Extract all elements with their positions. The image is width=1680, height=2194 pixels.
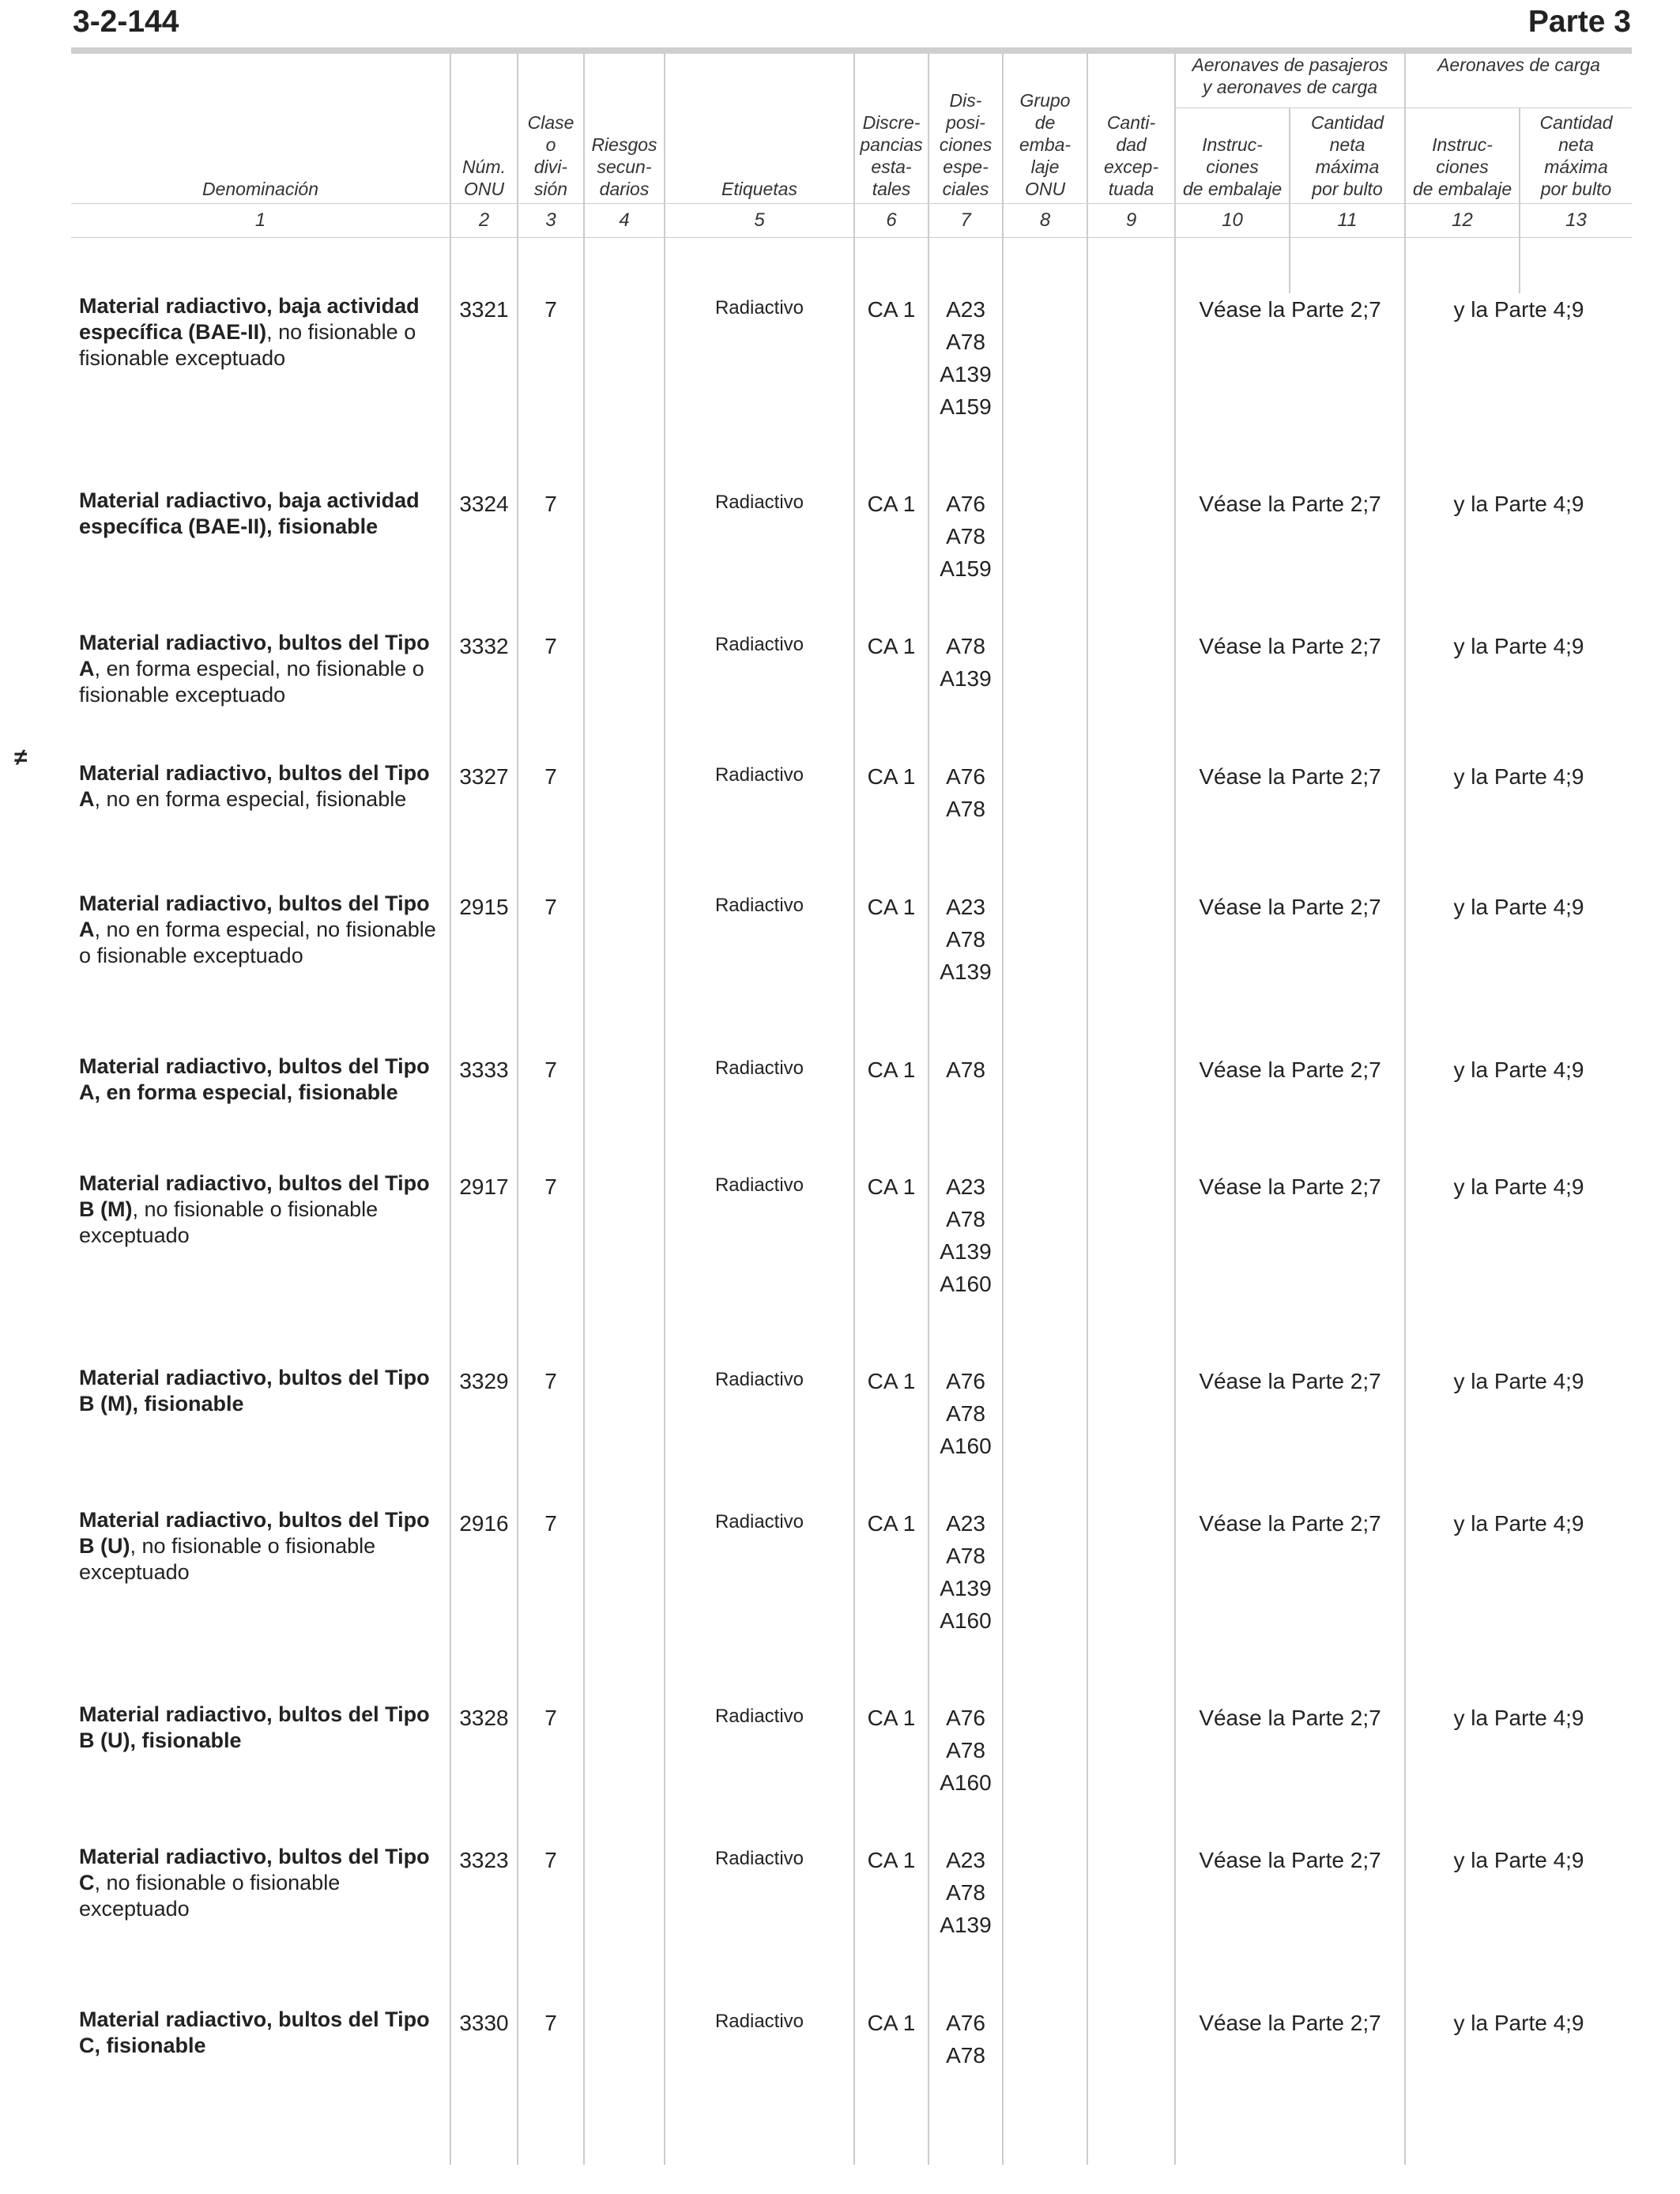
special-provision: A78	[946, 1401, 985, 1426]
special-provision: A78	[946, 927, 985, 952]
cell-riesgos	[584, 891, 665, 1054]
name-bold: Material radiactivo, bultos del Tipo B (M)	[79, 1171, 430, 1221]
cell-riesgos	[584, 1702, 665, 1844]
cell-disposiciones	[929, 1507, 1003, 1702]
cell-grupo-embalaje	[1003, 760, 1087, 891]
page-number: 3-2-144	[73, 5, 179, 39]
part-title: Parte 3	[1527, 5, 1631, 39]
table-row	[71, 1844, 1632, 2007]
special-provision: A76	[946, 2011, 985, 2035]
cell-disposiciones	[929, 1171, 1003, 1365]
table-body	[71, 238, 1632, 2166]
cell-riesgos	[584, 1844, 665, 2007]
cell-num-onu: 3321	[450, 293, 518, 488]
cell-cantidad-exceptuada	[1087, 1365, 1175, 1507]
cell-denominacion	[71, 630, 450, 760]
column-number: 4	[584, 204, 665, 238]
cell-grupo-embalaje	[1003, 1365, 1087, 1507]
cell-num-onu: 3333	[450, 1054, 518, 1171]
cell-clase: 7	[518, 2007, 584, 2165]
cell-riesgos	[584, 1171, 665, 1365]
name-bold: Material radiactivo, bultos del Tipo B (U), fisionable	[79, 1702, 430, 1752]
cell-denominacion	[71, 1365, 450, 1507]
special-provision: A139	[940, 666, 992, 691]
header-num-onu: Núm. ONU	[450, 54, 518, 204]
header-cantidad-pasajeros: Cantidad neta máxima por bulto	[1290, 108, 1405, 204]
special-provision: A139	[940, 362, 992, 386]
cell-disposiciones	[929, 891, 1003, 1054]
cell-cantidad-exceptuada	[1087, 1054, 1175, 1171]
top-rule	[71, 47, 1632, 54]
cell-discrepancias: CA 1	[854, 1702, 929, 1844]
column-number: 6	[854, 204, 929, 238]
column-number: 9	[1087, 204, 1175, 238]
cell-denominacion	[71, 891, 450, 1054]
name-rest: , no fisionable o fisionable exceptuado	[79, 1197, 379, 1247]
cell-etiquetas: Radiactivo	[665, 760, 854, 891]
cell-etiquetas: Radiactivo	[665, 1507, 854, 1702]
cell-clase: 7	[518, 760, 584, 891]
cell-reference-pasajeros: Véase la Parte 2;7	[1175, 1507, 1405, 1702]
header-instrucciones-carga: Instruc- ciones de embalaje	[1405, 108, 1520, 204]
cell-reference-carga: y la Parte 4;9	[1405, 1844, 1632, 2007]
special-provision: A78	[946, 1880, 985, 1905]
cell-etiquetas: Radiactivo	[665, 1171, 854, 1365]
cell-clase: 7	[518, 1844, 584, 2007]
cell-num-onu: 3324	[450, 488, 518, 630]
cell-discrepancias: CA 1	[854, 2007, 929, 2165]
special-provision: A139	[940, 1239, 992, 1264]
cell-reference-pasajeros: Véase la Parte 2;7	[1175, 760, 1405, 891]
cell-riesgos	[584, 1054, 665, 1171]
special-provision: A23	[946, 1848, 985, 1872]
name-bold: Material radiactivo, bultos del Tipo C	[79, 1845, 430, 1894]
cell-reference-pasajeros: Véase la Parte 2;7	[1175, 1702, 1405, 1844]
name-rest: , no fisionable o fisionable exceptuado	[79, 320, 416, 370]
cell-discrepancias: CA 1	[854, 891, 929, 1054]
cell-reference-carga: y la Parte 4;9	[1405, 293, 1632, 488]
cell-num-onu: 3329	[450, 1365, 518, 1507]
table-row	[71, 1702, 1632, 1844]
cell-discrepancias: CA 1	[854, 1844, 929, 2007]
name-bold: Material radiactivo, bultos del Tipo A, en forma especial, fisionable	[79, 1054, 430, 1104]
cell-num-onu: 2917	[450, 1171, 518, 1365]
table-row	[71, 488, 1632, 630]
cell-disposiciones	[929, 293, 1003, 488]
cell-cantidad-exceptuada	[1087, 488, 1175, 630]
cell-grupo-embalaje	[1003, 1507, 1087, 1702]
cell-grupo-embalaje	[1003, 1702, 1087, 1844]
cell-denominacion	[71, 1702, 450, 1844]
cell-reference-carga: y la Parte 4;9	[1405, 1702, 1632, 1844]
table-row	[71, 630, 1632, 760]
cell-reference-pasajeros: Véase la Parte 2;7	[1175, 1054, 1405, 1171]
cell-denominacion	[71, 2007, 450, 2165]
cell-etiquetas: Radiactivo	[665, 891, 854, 1054]
cell-riesgos	[584, 293, 665, 488]
cell-discrepancias: CA 1	[854, 1507, 929, 1702]
column-number: 2	[450, 204, 518, 238]
cell-num-onu: 3323	[450, 1844, 518, 2007]
special-provision: A78	[946, 1738, 985, 1762]
special-provision: A78	[946, 797, 985, 821]
cell-reference-pasajeros: Véase la Parte 2;7	[1175, 488, 1405, 630]
column-number-row	[71, 204, 1632, 238]
cell-reference-carga: y la Parte 4;9	[1405, 488, 1632, 630]
special-provision: A160	[940, 1434, 992, 1458]
cell-cantidad-exceptuada	[1087, 1702, 1175, 1844]
column-number: 10	[1175, 204, 1290, 238]
cell-disposiciones	[929, 1054, 1003, 1171]
cell-discrepancias: CA 1	[854, 488, 929, 630]
cell-etiquetas: Radiactivo	[665, 1844, 854, 2007]
name-bold: Material radiactivo, bultos del Tipo C, fisionable	[79, 2007, 430, 2057]
header-cantidad-carga: Cantidad neta máxima por bulto	[1520, 108, 1632, 204]
cell-reference-pasajeros: Véase la Parte 2;7	[1175, 2007, 1405, 2165]
cell-disposiciones	[929, 1365, 1003, 1507]
header-disposiciones: Dis- posi- ciones espe- ciales	[929, 54, 1003, 204]
cell-num-onu: 3328	[450, 1702, 518, 1844]
cell-denominacion	[71, 1054, 450, 1171]
cell-reference-carga: y la Parte 4;9	[1405, 1171, 1632, 1365]
cell-reference-pasajeros: Véase la Parte 2;7	[1175, 1844, 1405, 2007]
special-provision: A139	[940, 1576, 992, 1600]
header-cantidad-exceptuada: Canti- dad excep- tuada	[1087, 54, 1175, 204]
cell-riesgos	[584, 630, 665, 760]
header-denominacion: Denominación	[202, 179, 319, 199]
name-bold: Material radiactivo, bultos del Tipo A	[79, 631, 430, 680]
name-bold: Material radiactivo, bultos del Tipo A	[79, 892, 430, 941]
table-row	[71, 1171, 1632, 1365]
cell-reference-carga: y la Parte 4;9	[1405, 630, 1632, 760]
table-row	[71, 891, 1632, 1054]
cell-cantidad-exceptuada	[1087, 1844, 1175, 2007]
cell-denominacion	[71, 1171, 450, 1365]
cell-num-onu: 2915	[450, 891, 518, 1054]
cell-disposiciones	[929, 1844, 1003, 2007]
special-provision: A139	[940, 959, 992, 984]
cell-discrepancias: CA 1	[854, 293, 929, 488]
name-bold: Material radiactivo, bultos del Tipo B (U)	[79, 1508, 430, 1558]
special-provision: A76	[946, 492, 985, 516]
header-instrucciones-pasajeros: Instruc- ciones de embalaje	[1175, 108, 1290, 204]
header-riesgos: Riesgos secun- darios	[584, 54, 665, 204]
table-row	[71, 760, 1632, 891]
table-row	[71, 293, 1632, 488]
spacer-row	[71, 238, 1632, 294]
cell-clase: 7	[518, 488, 584, 630]
cell-disposiciones	[929, 1702, 1003, 1844]
page-header	[73, 0, 1631, 46]
cell-clase: 7	[518, 1365, 584, 1507]
special-provision: A76	[946, 1369, 985, 1393]
cell-clase: 7	[518, 1171, 584, 1365]
cell-cantidad-exceptuada	[1087, 760, 1175, 891]
cell-denominacion	[71, 1844, 450, 2007]
cell-cantidad-exceptuada	[1087, 2007, 1175, 2165]
cell-clase: 7	[518, 891, 584, 1054]
cell-grupo-embalaje	[1003, 630, 1087, 760]
special-provision: A78	[946, 1544, 985, 1568]
cell-disposiciones	[929, 630, 1003, 760]
header-etiquetas: Etiquetas	[665, 54, 854, 204]
cell-grupo-embalaje	[1003, 2007, 1087, 2165]
cell-denominacion	[71, 760, 450, 891]
cell-denominacion	[71, 488, 450, 630]
cell-reference-carga: y la Parte 4;9	[1405, 891, 1632, 1054]
cell-clase: 7	[518, 1054, 584, 1171]
cell-grupo-embalaje	[1003, 293, 1087, 488]
column-number: 5	[665, 204, 854, 238]
cell-clase: 7	[518, 1507, 584, 1702]
cell-etiquetas: Radiactivo	[665, 1054, 854, 1171]
name-rest: , no fisionable o fisionable exceptuado	[79, 1871, 341, 1921]
cell-disposiciones	[929, 760, 1003, 891]
cell-clase: 7	[518, 630, 584, 760]
special-provision: A78	[946, 634, 985, 658]
name-bold: Material radiactivo, bultos del Tipo A	[79, 761, 430, 811]
cell-cantidad-exceptuada	[1087, 891, 1175, 1054]
column-number: 13	[1520, 204, 1632, 238]
table-row	[71, 1365, 1632, 1507]
name-bold: Material radiactivo, baja actividad específica (BAE-II), fisionable	[79, 488, 420, 538]
cell-reference-pasajeros: Véase la Parte 2;7	[1175, 891, 1405, 1054]
cell-etiquetas: Radiactivo	[665, 630, 854, 760]
change-marker: ≠	[14, 745, 28, 771]
cell-reference-carga: y la Parte 4;9	[1405, 760, 1632, 891]
table-row	[71, 1507, 1632, 1702]
special-provision: A78	[946, 330, 985, 354]
special-provision: A160	[940, 1770, 992, 1795]
cell-discrepancias: CA 1	[854, 1365, 929, 1507]
column-number: 1	[71, 204, 450, 238]
cell-discrepancias: CA 1	[854, 1171, 929, 1365]
cell-reference-pasajeros: Véase la Parte 2;7	[1175, 1171, 1405, 1365]
cell-cantidad-exceptuada	[1087, 1171, 1175, 1365]
cell-riesgos	[584, 1507, 665, 1702]
special-provision: A78	[946, 2043, 985, 2068]
name-bold: Material radiactivo, bultos del Tipo B (M), fisionable	[79, 1366, 430, 1416]
cell-riesgos	[584, 760, 665, 891]
cell-num-onu: 3332	[450, 630, 518, 760]
cell-grupo-embalaje	[1003, 1171, 1087, 1365]
cell-reference-pasajeros: Véase la Parte 2;7	[1175, 1365, 1405, 1507]
name-rest: , no fisionable o fisionable exceptuado	[79, 1534, 376, 1584]
cell-num-onu: 2916	[450, 1507, 518, 1702]
cell-etiquetas: Radiactivo	[665, 1702, 854, 1844]
special-provision: A23	[946, 895, 985, 919]
table-row	[71, 2007, 1632, 2165]
special-provision: A78	[946, 524, 985, 548]
special-provision: A159	[940, 556, 992, 581]
cell-grupo-embalaje	[1003, 488, 1087, 630]
name-bold: Material radiactivo, baja actividad específica (BAE-II)	[79, 294, 420, 344]
special-provision: A23	[946, 1511, 985, 1536]
cell-reference-carga: y la Parte 4;9	[1405, 2007, 1632, 2165]
special-provision: A159	[940, 394, 992, 419]
cell-etiquetas: Radiactivo	[665, 2007, 854, 2165]
cell-etiquetas: Radiactivo	[665, 293, 854, 488]
header-grupo-embalaje: Grupo de emba- laje ONU	[1003, 54, 1087, 204]
cell-reference-pasajeros: Véase la Parte 2;7	[1175, 630, 1405, 760]
cell-discrepancias: CA 1	[854, 760, 929, 891]
cell-grupo-embalaje	[1003, 891, 1087, 1054]
column-number: 3	[518, 204, 584, 238]
cell-riesgos	[584, 2007, 665, 2165]
special-provision: A78	[946, 1057, 985, 1082]
cell-num-onu: 3327	[450, 760, 518, 891]
special-provision: A23	[946, 297, 985, 322]
special-provision: A76	[946, 764, 985, 789]
cell-cantidad-exceptuada	[1087, 293, 1175, 488]
cell-grupo-embalaje	[1003, 1844, 1087, 2007]
cell-reference-pasajeros: Véase la Parte 2;7	[1175, 293, 1405, 488]
special-provision: A78	[946, 1207, 985, 1231]
cell-disposiciones	[929, 2007, 1003, 2165]
cell-discrepancias: CA 1	[854, 1054, 929, 1171]
cell-riesgos	[584, 488, 665, 630]
cell-cantidad-exceptuada	[1087, 630, 1175, 760]
special-provision: A139	[940, 1913, 992, 1937]
cell-num-onu: 3330	[450, 2007, 518, 2165]
cell-reference-carga: y la Parte 4;9	[1405, 1054, 1632, 1171]
header-clase: Clase o divi- sión	[518, 54, 584, 204]
special-provision: A160	[940, 1608, 992, 1633]
column-number: 7	[929, 204, 1003, 238]
cell-clase: 7	[518, 1702, 584, 1844]
cell-denominacion	[71, 1507, 450, 1702]
header-group-carga: Aeronaves de carga	[1405, 54, 1632, 108]
special-provision: A160	[940, 1272, 992, 1296]
cell-cantidad-exceptuada	[1087, 1507, 1175, 1702]
special-provision: A23	[946, 1174, 985, 1199]
cell-etiquetas: Radiactivo	[665, 1365, 854, 1507]
cell-riesgos	[584, 1365, 665, 1507]
special-provision: A76	[946, 1706, 985, 1730]
column-number: 8	[1003, 204, 1087, 238]
name-rest: , en forma especial, no fisionable o fisionable exceptuado	[79, 657, 424, 707]
cell-discrepancias: CA 1	[854, 630, 929, 760]
table-row	[71, 1054, 1632, 1171]
cell-reference-carga: y la Parte 4;9	[1405, 1365, 1632, 1507]
cell-clase: 7	[518, 293, 584, 488]
dangerous-goods-table	[71, 54, 1632, 2165]
cell-reference-carga: y la Parte 4;9	[1405, 1507, 1632, 1702]
header-group-pasajeros: Aeronaves de pasajeros y aeronaves de carga	[1175, 54, 1405, 108]
cell-etiquetas: Radiactivo	[665, 488, 854, 630]
name-rest: , no en forma especial, no fisionable o fisionable exceptuado	[79, 918, 436, 967]
header-discrepancias: Discre- pancias esta- tales	[854, 54, 929, 204]
cell-denominacion	[71, 293, 450, 488]
column-number: 11	[1290, 204, 1405, 238]
column-number: 12	[1405, 204, 1520, 238]
cell-grupo-embalaje	[1003, 1054, 1087, 1171]
cell-disposiciones	[929, 488, 1003, 630]
name-rest: , no en forma especial, fisionable	[94, 787, 407, 811]
